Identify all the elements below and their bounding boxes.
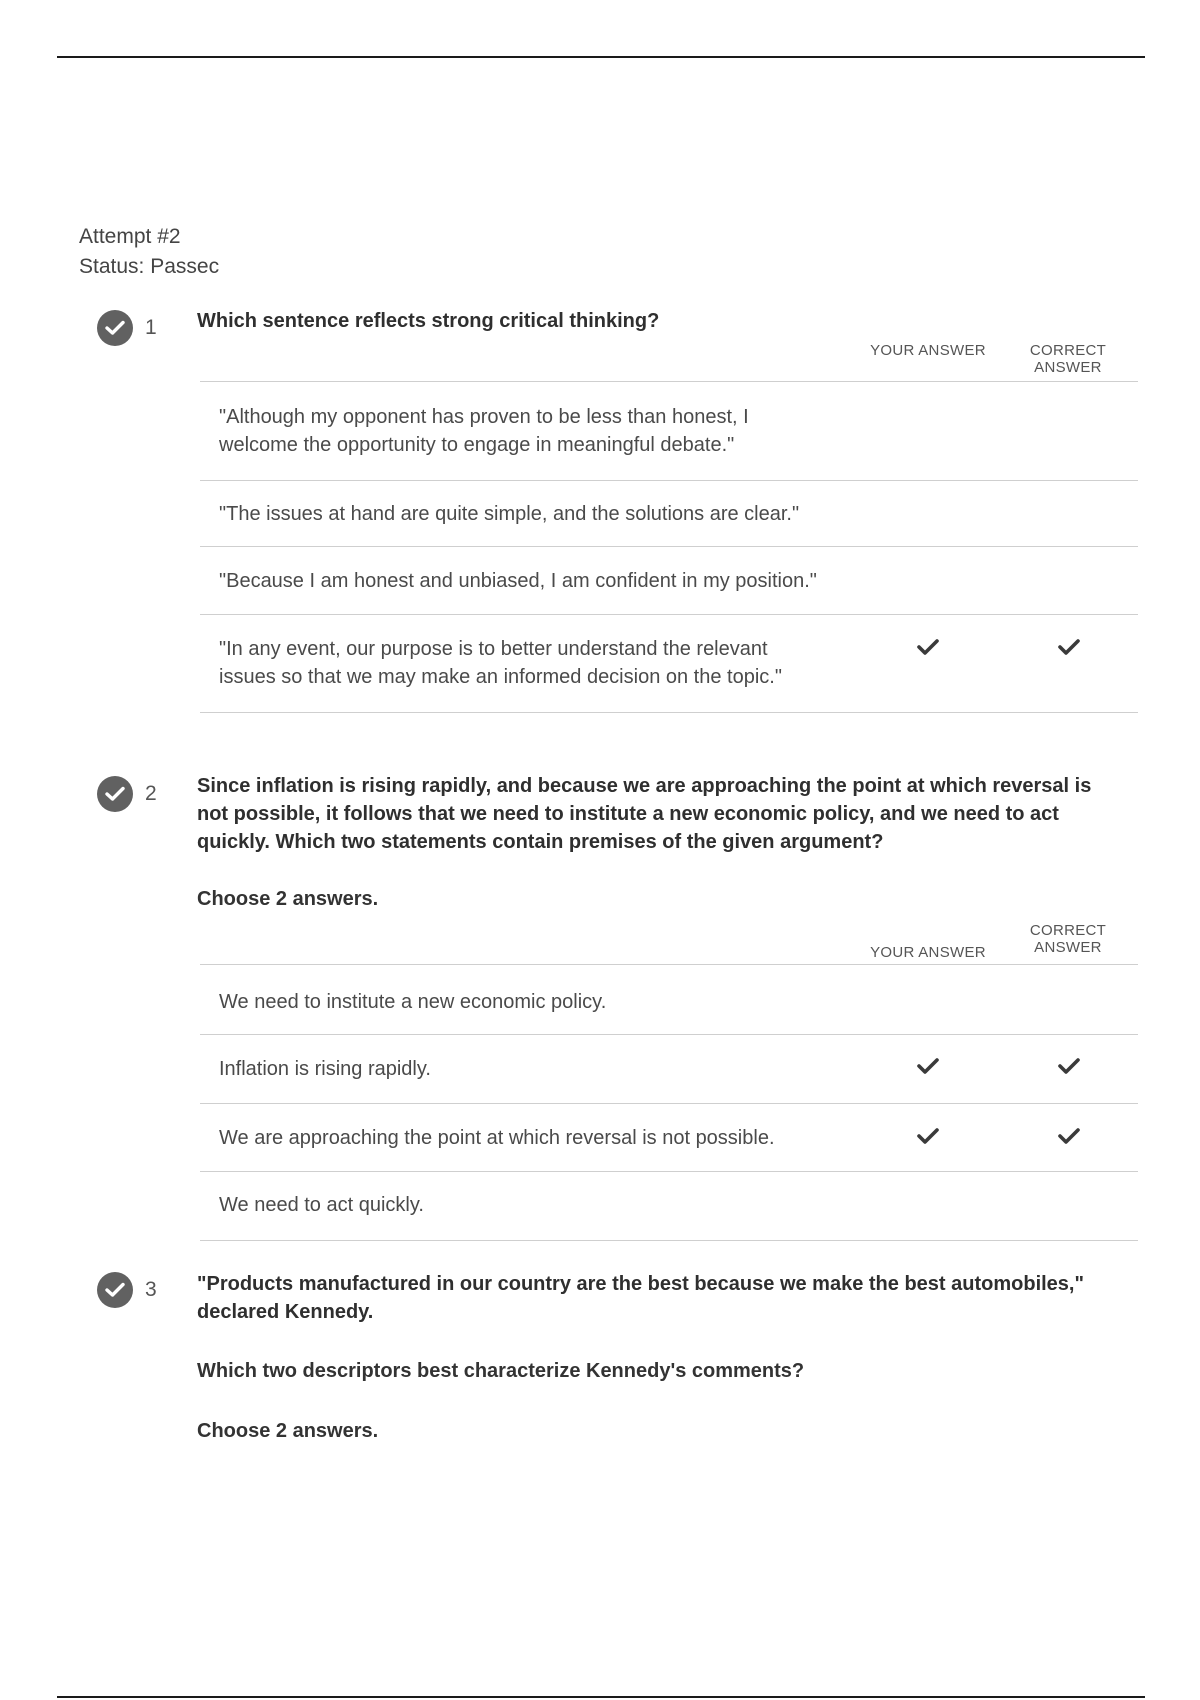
question-1-prompt: Which sentence reflects strong critical thinking? [197,310,660,332]
divider [200,1103,1138,1104]
question-3-marker [97,1272,157,1308]
top-rule [57,56,1145,58]
correct-answer-check-icon [1057,637,1081,657]
question-2-marker [97,776,157,812]
question-3-instruction: Choose 2 answers. [197,1420,379,1442]
answer-option: "The issues at hand are quite simple, and the solutions are clear." [219,503,800,525]
question-2-instruction: Choose 2 answers. [197,888,379,910]
question-number: 1 [145,316,157,339]
answer-option: Inflation is rising rapidly. [219,1058,431,1080]
divider [200,1171,1138,1172]
question-3-subprompt: Which two descriptors best characterize Kennedy's comments? [197,1360,805,1382]
answer-option: We need to act quickly. [219,1194,424,1216]
divider [200,964,1138,965]
attempt-number: Attempt #2 [79,225,181,248]
bottom-rule [57,1696,1145,1698]
divider [200,1034,1138,1035]
correct-answer-header: CORRECT ANSWER [1029,922,1107,956]
answer-option: We are approaching the point at which reversal is not possible. [219,1127,775,1149]
question-number: 2 [145,782,157,805]
answer-option: "Because I am honest and unbiased, I am confident in my position." [219,570,817,592]
your-answer-check-icon [916,1126,940,1146]
your-answer-check-icon [916,637,940,657]
answer-option: "Although my opponent has proven to be less than honest, I welcome the opportunity to engage in meaningful debate." [219,406,749,456]
question-number: 3 [145,1278,157,1301]
correct-check-icon [97,776,133,812]
attempt-status: Status: Passec [79,255,220,278]
correct-answer-check-icon [1057,1126,1081,1146]
correct-check-icon [97,1272,133,1308]
your-answer-check-icon [916,1056,940,1076]
question-1-marker [97,310,157,346]
divider [200,381,1138,382]
divider [200,712,1138,713]
your-answer-header: YOUR ANSWER [870,342,986,359]
your-answer-header: YOUR ANSWER [870,944,986,961]
answer-option: We need to institute a new economic policy. [219,991,607,1013]
correct-check-icon [97,310,133,346]
question-3-prompt: "Products manufactured in our country are the best because we make the best automobiles," declared Kennedy. [197,1273,1084,1323]
correct-answer-check-icon [1057,1056,1081,1076]
divider [200,614,1138,615]
answer-option: "In any event, our purpose is to better understand the relevant issues so that we may make an informed decision on the topic." [219,638,782,688]
divider [200,546,1138,547]
correct-answer-header: CORRECT ANSWER [1029,342,1107,376]
divider [200,1240,1138,1241]
question-2-prompt: Since inflation is rising rapidly, and because we are approaching the point at which reversal is not possible, it follows that we need to institute a new economic policy, and we need to act quickly. Which two statements contain premises of the given argument? [197,775,1092,853]
divider [200,480,1138,481]
